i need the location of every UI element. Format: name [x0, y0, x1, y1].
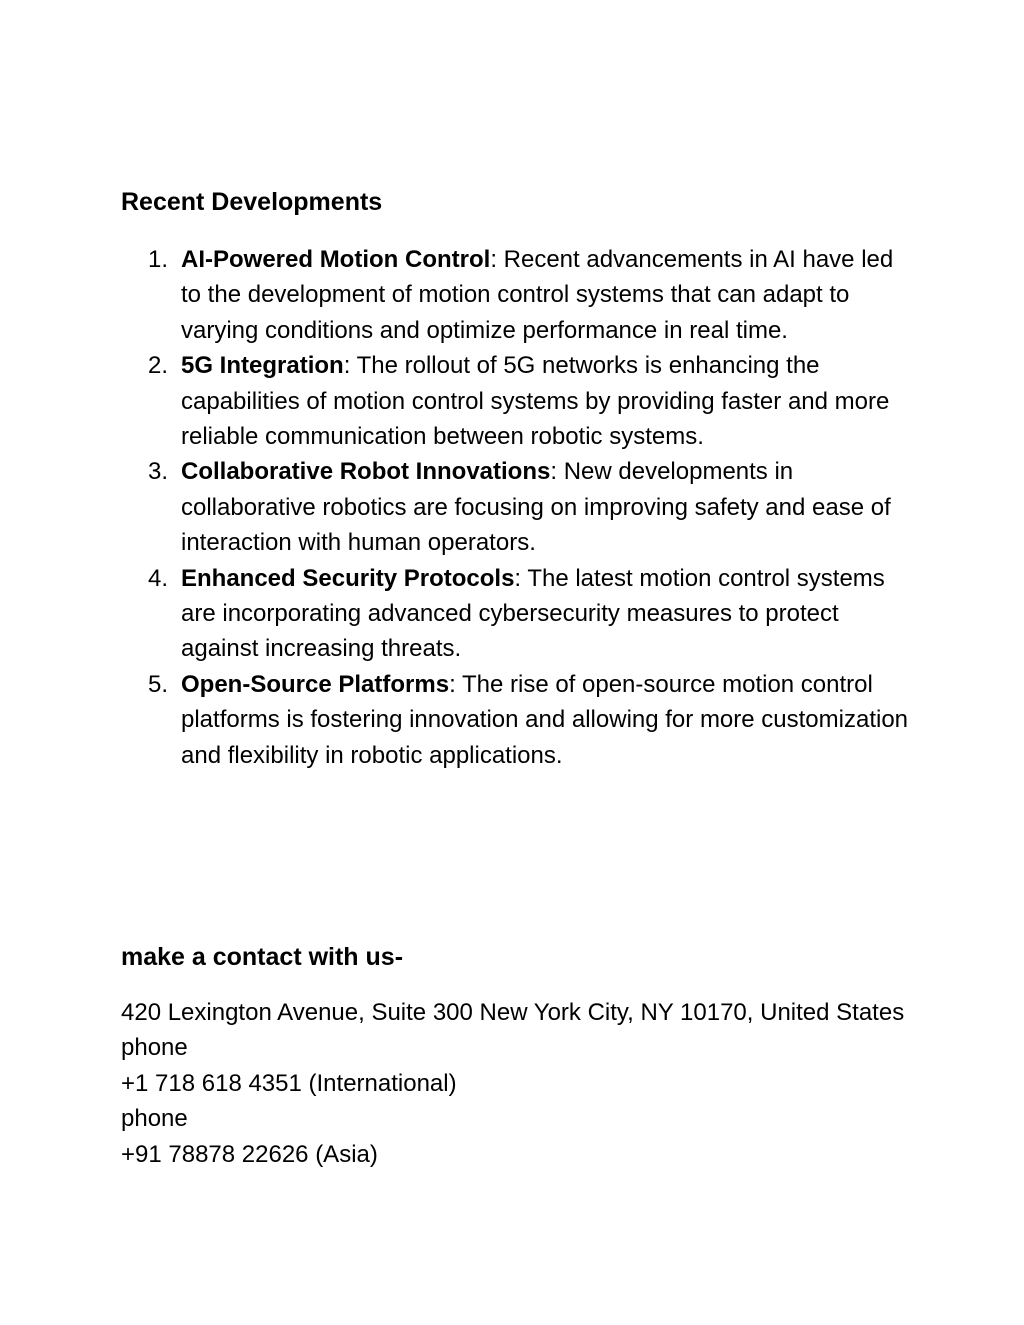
list-item-title: AI-Powered Motion Control [181, 246, 491, 273]
list-item-title: 5G Integration [181, 352, 344, 380]
list-item-title: Open-Source Platforms [181, 670, 450, 698]
phone-asia: +91 78878 22626 (Asia) [121, 1140, 378, 1168]
contact-address: 420 Lexington Avenue, Suite 300 New York City, NY 10170, United States [121, 999, 905, 1026]
list-item-number: 2. [148, 352, 169, 380]
list-item-text: : New developments in collaborative robotics are focusing on improving safety and ease of interaction with human operators. [181, 458, 891, 557]
list-item-number: 1. [148, 246, 169, 273]
list-item [121, 561, 911, 667]
list-item [121, 454, 911, 560]
phone-international: +1 718 618 4351 (International) [121, 1069, 457, 1097]
list-item-title: Enhanced Security Protocols [181, 564, 515, 592]
list-item-number: 3. [148, 458, 169, 486]
list-item [121, 667, 911, 773]
list-item [121, 348, 911, 454]
phone-label: phone [121, 1034, 188, 1062]
list-item [121, 242, 911, 348]
list-item-title: Collaborative Robot Innovations [181, 458, 551, 486]
list-item-text: : Recent advancements in AI have led to the development of motion control systems that can adapt to varying conditions and optimize performance in real time. [181, 246, 894, 344]
recent-developments-heading: Recent Developments [121, 188, 383, 216]
list-item-text: : The latest motion control systems are incorporating advanced cybersecurity measures to protect against increasing threats. [181, 564, 885, 663]
contact-heading: make a contact with us- [121, 943, 404, 971]
list-item-text: : The rise of open-source motion control platforms is fostering innovation and allowing for more customization and flexibility in robotic applications. [181, 670, 909, 769]
list-item-number: 4. [148, 564, 169, 592]
developments-list [121, 242, 911, 773]
contact-block [121, 995, 921, 1172]
list-item-text: : The rollout of 5G networks is enhancing the capabilities of motion control systems by providing faster and more reliable communication between robotic systems. [181, 352, 890, 451]
list-item-number: 5. [148, 670, 169, 698]
phone-label: phone [121, 1105, 188, 1133]
